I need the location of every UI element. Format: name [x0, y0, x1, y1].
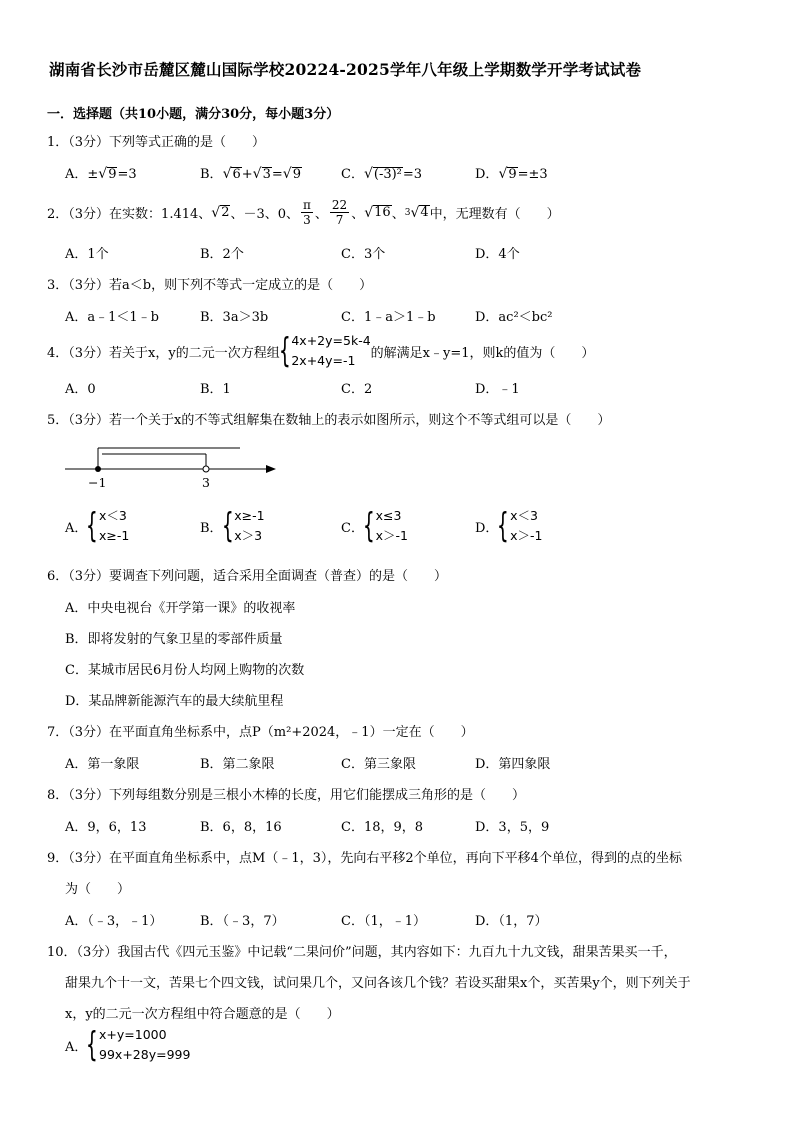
q5-c-row2: x＞-1: [375, 528, 408, 543]
q2-f-den: 7: [335, 213, 344, 227]
q1-option-c[interactable]: C．√(-3)²=3: [341, 166, 423, 182]
q2-sep4: 、: [391, 207, 405, 222]
question-2-stem: 2．（3分）在实数：1.414、 √ 2 、－3、0、 $\frac{\pi}{3}$ 、 $\frac{22}{7}$ 、 √ 16 、 3 √ 4 中，无理数有（ ）: [47, 198, 560, 227]
left-brace-icon: {: [497, 506, 510, 546]
q7-option-a[interactable]: A．第一象限: [65, 757, 140, 772]
question-3-stem: 3．（3分）若a＜b，则下列不等式一定成立的是（ ）: [47, 278, 373, 293]
q2-option-b[interactable]: B．2个: [200, 247, 244, 262]
q2-radicand-16: 16: [374, 205, 391, 220]
q4-option-c[interactable]: C．2: [341, 382, 373, 397]
q1-d-prefix: D．: [475, 167, 499, 182]
q3-option-d[interactable]: D．ac²＜bc²: [475, 310, 553, 325]
q9-option-c[interactable]: C．（1，﹣1）: [341, 914, 426, 929]
question-4-stem: [47, 331, 594, 371]
q4-stem-post: 的解满足x﹣y=1，则k的值为（ ）: [370, 345, 595, 361]
q1-c-radicand: (-3)²: [373, 167, 402, 182]
left-brace-icon: {: [86, 506, 99, 546]
q5-d-row2: x＞-1: [510, 528, 543, 543]
question-1-stem: 1．（3分）下列等式正确的是（ ）: [47, 135, 266, 150]
question-10-line3: x，y的二元一次方程组中符合题意的是（ ）: [65, 1007, 340, 1022]
q1-b-eq: =: [271, 167, 283, 182]
q10-option-a[interactable]: [65, 1025, 190, 1065]
q2-radicand-2: 2: [221, 205, 230, 220]
q4-equation-system: [280, 331, 371, 371]
question-7-stem: 7．（3分）在平面直角坐标系中，点P（m²+2024，﹣1）一定在（ ）: [47, 725, 474, 740]
q7-option-d[interactable]: D．第四象限: [475, 757, 551, 772]
q5-option-c[interactable]: [341, 506, 408, 546]
q8-option-b[interactable]: B．6，8，16: [200, 820, 282, 835]
axis-arrow-icon: [266, 465, 276, 473]
q2-cube-radicand: 4: [420, 205, 429, 220]
q5-a-system: [87, 506, 129, 546]
q5-c-system: [364, 506, 408, 546]
q1-b-radicand-3: 9: [292, 167, 301, 182]
q2-pi-den: 3: [303, 213, 311, 227]
q2-pi-fraction: [301, 198, 313, 227]
section-heading: 一．选择题（共10小题，满分30分，每小题3分）: [47, 107, 340, 122]
q2-sep3: 、: [351, 207, 365, 222]
q3-option-b[interactable]: B．3a＞3b: [200, 310, 269, 325]
q4-option-a[interactable]: A．0: [65, 382, 96, 397]
q10-a-row1: x+y=1000: [99, 1027, 167, 1042]
q2-f-num: 22: [331, 198, 348, 212]
open-point-icon: [203, 466, 209, 472]
question-10-line2: 甜果九个十一文，苦果七个四文钱，试问果几个，又问各该几个钱？若设买甜果x个，买苦果y个，则下列关于: [65, 976, 691, 991]
question-6-stem: 6．（3分）要调查下列问题，适合采用全面调查（普查）的是（ ）: [47, 569, 448, 584]
q2-sep1: 、－3、0、: [230, 207, 300, 222]
q10-a-system: [87, 1025, 190, 1065]
q2-stem-post: 中，无理数有（ ）: [429, 207, 560, 222]
page-title: 湖南省长沙市岳麓区麓山国际学校20224-2025学年八年级上学期数学开学考试试卷: [49, 60, 642, 79]
q2-stem-pre: 2．（3分）在实数：1.414、: [47, 207, 212, 222]
q5-a-row2: x≥-1: [99, 528, 130, 543]
q9-option-d[interactable]: D．（1，7）: [475, 914, 548, 929]
q5-b-row1: x≥-1: [234, 508, 265, 523]
left-brace-icon: {: [221, 506, 234, 546]
left-brace-icon: {: [278, 331, 291, 371]
q4-stem-pre: 4．（3分）若关于x，y的二元一次方程组: [47, 345, 280, 361]
q4-eq2: 2x+4y=-1: [291, 353, 356, 368]
q5-a-row1: x＜3: [99, 508, 127, 523]
question-5-stem: 5．（3分）若一个关于x的不等式组解集在数轴上的表示如图所示，则这个不等式组可以是（ ）: [47, 413, 611, 428]
q7-option-c[interactable]: C．第三象限: [341, 757, 416, 772]
q5-c-prefix: C．: [341, 520, 364, 536]
q9-option-a[interactable]: A．（﹣3，﹣1）: [65, 914, 163, 929]
q1-option-b[interactable]: B．√6+√3=√9: [200, 166, 301, 182]
q10-a-prefix: A．: [65, 1039, 88, 1055]
q5-option-b[interactable]: [200, 506, 265, 546]
left-brace-icon: {: [86, 1025, 99, 1065]
q5-d-row1: x＜3: [510, 508, 538, 523]
left-brace-icon: {: [362, 506, 375, 546]
q5-d-prefix: D．: [475, 520, 499, 536]
q9-option-b[interactable]: B．（﹣3，7）: [200, 914, 285, 929]
q2-option-a[interactable]: A．1个: [65, 247, 109, 262]
q5-c-row1: x≤3: [375, 508, 402, 523]
q1-b-radicand-2: 3: [262, 167, 271, 182]
q5-b-system: [223, 506, 265, 546]
q2-sep2: 、: [314, 207, 328, 222]
number-line-label-right: 3: [202, 475, 210, 490]
q2-22-7-fraction: [330, 198, 349, 227]
q3-option-a[interactable]: A．a﹣1＜1﹣b: [65, 310, 160, 325]
q1-b-plus: +: [241, 167, 253, 182]
q8-option-c[interactable]: C．18，9，8: [341, 820, 424, 835]
q2-cube-index: 3: [404, 207, 411, 218]
number-line-label-left: −1: [88, 475, 107, 490]
q5-a-prefix: A．: [65, 520, 88, 536]
q1-a-prefix: A．±: [65, 167, 99, 182]
q6-option-a[interactable]: A．中央电视台《开学第一课》的收视率: [65, 601, 296, 616]
question-8-stem: 8．（3分）下列每组数分别是三根小木棒的长度，用它们能摆成三角形的是（ ）: [47, 788, 526, 803]
q7-option-b[interactable]: B．第二象限: [200, 757, 275, 772]
q4-option-b[interactable]: B．1: [200, 382, 231, 397]
q8-option-d[interactable]: D．3，5，9: [475, 820, 550, 835]
q4-eq1: 4x+2y=5k-4: [291, 333, 371, 348]
q2-option-d[interactable]: D．4个: [475, 247, 520, 262]
q5-d-system: [498, 506, 542, 546]
question-9-stem: 9．（3分）在平面直角坐标系中，点M（﹣1，3），先向右平移2个单位，再向下平移4个单位，得到的点的坐标: [47, 851, 682, 866]
q1-option-d[interactable]: D．√9=±3: [475, 166, 548, 182]
q1-a-radicand: 9: [108, 167, 117, 182]
q6-option-d[interactable]: D．某品牌新能源汽车的最大续航里程: [65, 694, 284, 709]
question-9-stem-cont: 为（ ）: [65, 882, 131, 897]
q8-option-a[interactable]: A．9，6，13: [65, 820, 147, 835]
q1-d-post: =±3: [517, 167, 548, 182]
q1-c-prefix: C．: [341, 167, 364, 182]
q10-a-row2: 99x+28y=999: [99, 1047, 191, 1062]
q1-c-post: =3: [402, 167, 423, 182]
question-10-line1: 10．（3分）我国古代《四元玉鉴》中记载“二果问价”问题，其内容如下：九百九十九文钱，甜果苦果买一千，: [47, 945, 677, 960]
q5-b-prefix: B．: [200, 520, 223, 536]
q1-a-post: =3: [117, 167, 137, 182]
q4-option-d[interactable]: D．﹣1: [475, 382, 520, 397]
q1-b-prefix: B．: [200, 167, 223, 182]
q6-option-c[interactable]: C．某城市居民6月份人均网上购物的次数: [65, 663, 305, 678]
q6-option-b[interactable]: B．即将发射的气象卫星的零部件质量: [65, 632, 283, 647]
q1-b-radicand-1: 6: [232, 167, 241, 182]
q5-option-d[interactable]: [475, 506, 542, 546]
closed-point-icon: [95, 466, 101, 472]
q2-option-c[interactable]: C．3个: [341, 247, 386, 262]
q2-pi-num: π: [303, 198, 311, 212]
q5-b-row2: x＞3: [234, 528, 263, 543]
q1-d-radicand: 9: [508, 167, 517, 182]
q5-option-a[interactable]: [65, 506, 129, 546]
q3-option-c[interactable]: C．1﹣a＞1﹣b: [341, 310, 436, 325]
q1-option-a[interactable]: A．±√9=3: [65, 166, 137, 182]
